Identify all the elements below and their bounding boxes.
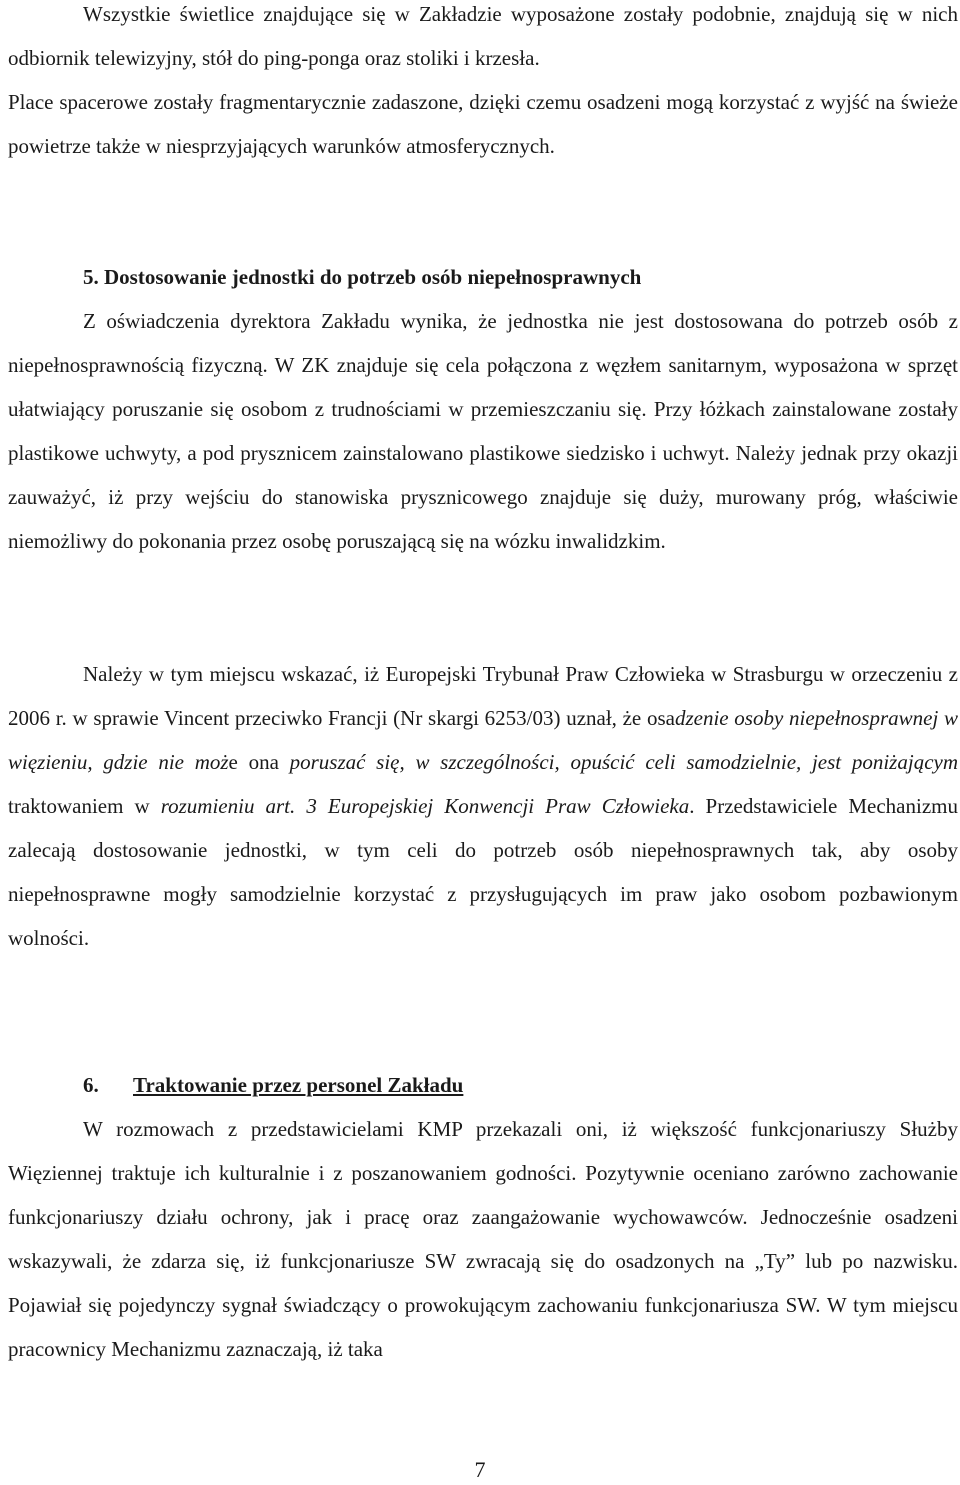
- paragraph-2-italic-2: poruszać się, w szczególności, opuścić celi samodzielnie, jest poniżającym: [289, 750, 958, 774]
- paragraph-2-text-mid-1: e ona: [228, 750, 290, 774]
- paragraph-2-italic-3: rozumieniu art. 3 Europejskiej Konwencji Praw Człowieka: [160, 794, 690, 818]
- section-5-heading: 5. Dostosowanie jednostki do potrzeb osób niepełnosprawnych: [83, 265, 642, 289]
- paragraph-2-text-start: Należy w tym miejscu wskazać, iż Europejski Trybunał Praw Człowieka w Strasburgu w orzeczeniu z 2006 r. w sprawie Vincent przeciwko Francji (Nr skargi 6253/03) uznał, że osa: [8, 662, 958, 730]
- intro-text-2: Place spacerowe zostały fragmentarycznie zadaszone, dzięki czemu osadzeni mogą korzystać z wyjść na świeże powietrze także w niesprzyjających warunków atmosferycznych.: [8, 90, 958, 158]
- section-6-paragraph-1: W rozmowach z przedstawicielami KMP przekazali oni, iż większość funkcjonariuszy Służby Więziennej traktuje ich kulturalnie i z poszanowaniem godności. Pozytywnie oceniano zarówno zachowanie funkcjonariuszy działu ochrony, jak i pracę oraz zaangażowanie wychowawców. Jednocześnie osadzeni wskazywali, że zdarza się, iż funkcjonariusze SW zwracają się do osadzonych na „Ty” lub po nazwisku. Pojawiał się pojedynczy sygnał świadczący o prowokującym zachowaniu funkcjonariusza SW. W tym miejscu pracownicy Mechanizmu zaznaczają, iż taka: [8, 1117, 958, 1361]
- paragraph-2-text-end: . Przedstawiciele Mechanizmu zalecają dostosowanie jednostki, w tym celi do potrzeb osób niepełnosprawnych tak, aby osoby niepełnosprawne mogły samodzielnie korzystać z przysługujących im praw jako osobom pozbawionym wolności.: [8, 794, 958, 950]
- intro-paragraph: [8, 0, 958, 168]
- page-number: 7: [474, 1457, 486, 1482]
- paragraph-2-italic-1: dzenie osoby niepełnosprawnej w więzieniu, gdzie nie moż: [8, 706, 959, 774]
- section-5-paragraph-1: Z oświadczenia dyrektora Zakładu wynika, że jednostka nie jest dostosowana do potrzeb osób z niepełnosprawnością fizyczną. W ZK znajduje się cela połączona z węzłem sanitarnym, wyposażona w sprzęt ułatwiający poruszanie się osobom z trudnościami w przemieszczaniu się. Przy łóżkach zainstalowane zostały plastikowe uchwyty, a pod prysznicem zainstalowano plastikowe siedzisko i uchwyt. Należy jednak przy okazji zauważyć, iż przy wejściu do stanowiska prysznicowego znajduje się duży, murowany próg, właściwie niemożliwy do pokonania przez osobę poruszającą się na wózku inwalidzkim.: [8, 309, 958, 553]
- section-6-number: 6.: [83, 1073, 99, 1097]
- paragraph-2-text-mid-2: traktowaniem w: [8, 794, 161, 818]
- intro-text-1: Wszystkie świetlice znajdujące się w Zakładzie wyposażone zostały podobnie, znajdują się w nich odbiornik telewizyjny, stół do ping-ponga oraz stoliki i krzesła.: [8, 2, 958, 70]
- section-5-paragraph-2: [8, 652, 958, 960]
- section-6-title: Traktowanie przez personel Zakładu: [133, 1073, 464, 1097]
- section-6-heading: [83, 1063, 953, 1107]
